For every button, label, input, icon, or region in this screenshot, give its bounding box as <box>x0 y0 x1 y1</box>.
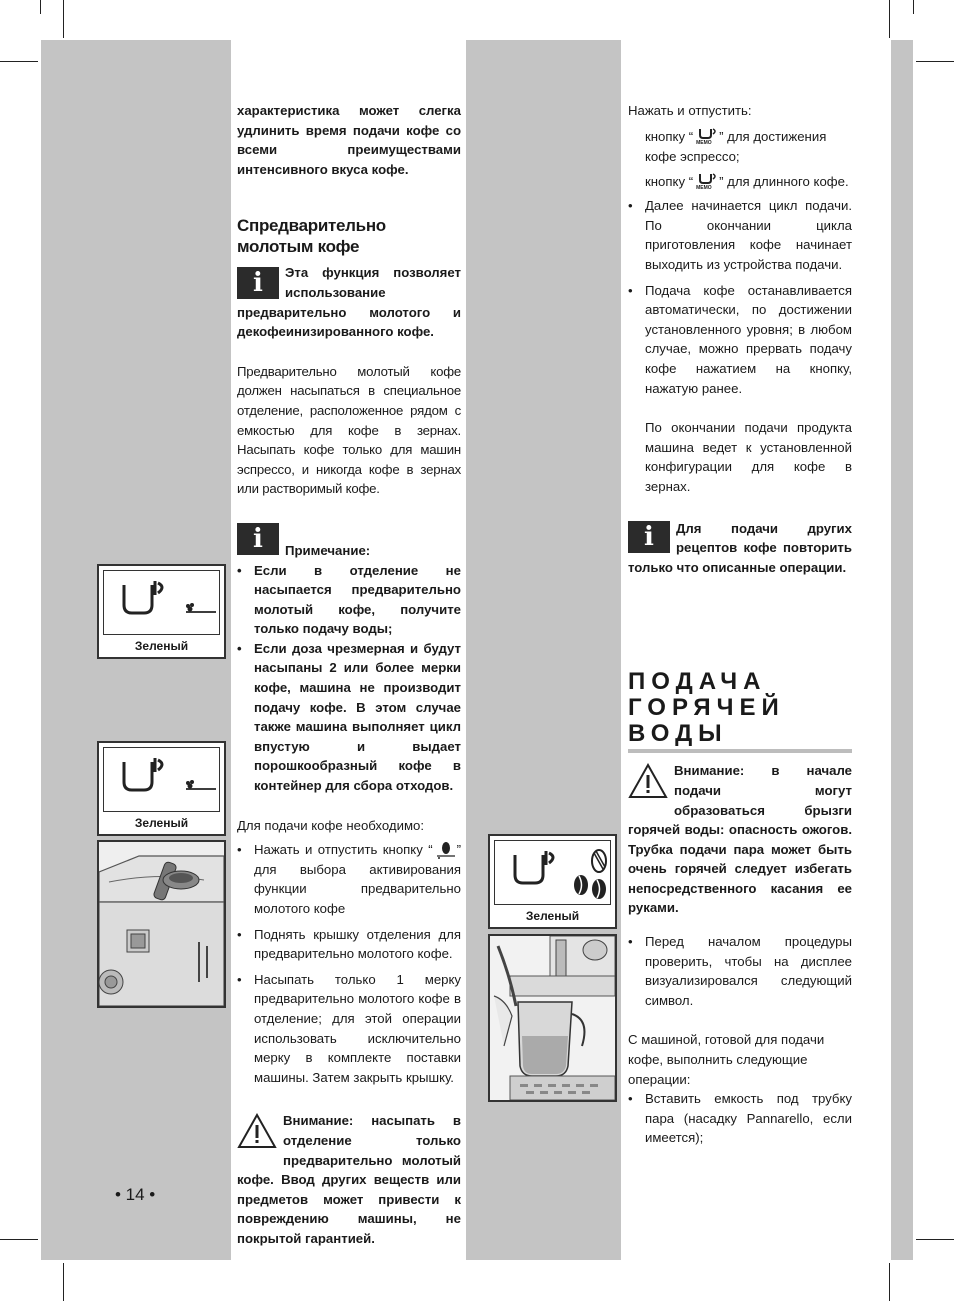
note-title: Примечание: <box>285 542 371 558</box>
note-list <box>237 561 461 796</box>
espresso-button-line <box>645 127 852 167</box>
list-item: • Насыпать только 1 мерку предварительно молотого кофе в отделение; для этой операции использовать исключительно мерку в комплекте поставки машины. Затем закрыть крышку. <box>237 970 461 1088</box>
list-item: • Перед началом процедуры проверить, чтобы на дисплее визуализировался следующий символ. <box>628 932 852 1010</box>
espresso-after: ” для достижения кофе эспрессо; <box>645 128 827 165</box>
display-label: Зеленый <box>134 816 189 830</box>
crop-mark <box>916 61 954 62</box>
crop-mark <box>889 1263 890 1301</box>
long-after: ” для длинного кофе. <box>719 173 849 189</box>
list-item: • Вставить емкость под трубку пара (насадку Pannarello, если имеется); <box>628 1089 852 1148</box>
warning-text: Внимание: насыпать в отделение только предварительно молотый кофе. Ввод других веществ или предметов может привести к повреждению машины, не покрытой гарантией. <box>237 1113 461 1246</box>
cup-icon <box>509 851 559 891</box>
list-item: • Подача кофе останавливается автоматически, по достижении установленного уровня; в любом случае, можно прервать подачу кофе нажатием на кнопку, нажатую ранее. <box>628 281 852 399</box>
section-heading-ground-coffee: Спредварительно молотым кофе <box>237 216 386 257</box>
machine-drawing <box>99 842 224 1006</box>
check-list <box>628 932 852 1010</box>
after-text: По окончании подачи продукта машина ведет к установленной конфигурации для кофе в зернах. <box>645 420 852 494</box>
cup-icon <box>118 758 168 798</box>
ground-coffee-icon <box>433 842 457 860</box>
crop-mark <box>0 61 38 62</box>
hot-water-illustration <box>488 934 617 1102</box>
crop-mark <box>913 0 914 14</box>
hot-water-steps <box>628 1089 852 1148</box>
display-panel <box>97 564 226 659</box>
step1-before: Нажать и отпустить кнопку “ <box>254 842 433 858</box>
right-margin-band <box>891 40 913 1260</box>
display-panel <box>488 834 617 929</box>
long-before: кнопку “ <box>645 173 694 189</box>
display-label: Зеленый <box>134 639 189 653</box>
hot-water-title: ПОДАЧА ГОРЯЧЕЙ ВОДЫ <box>628 668 785 748</box>
info-icon: i <box>237 267 279 299</box>
warning-icon <box>237 1113 277 1149</box>
left-text-column <box>237 101 461 1249</box>
info-repeat-text: Для подачи других рецептов кофе повторить только что описанные операции. <box>628 520 852 575</box>
list-item: • Далее начинается цикл подачи. По окончании цикла приготовления кофе начинает выходить из устройства подачи. <box>628 196 852 274</box>
crop-mark <box>40 0 41 14</box>
info-text: Эта функция позволяет использование предварительно молотого и декофеинизированного кофе. <box>237 265 461 340</box>
crop-mark <box>889 0 890 38</box>
cycle-list <box>628 196 852 398</box>
right-text-column <box>628 101 852 1148</box>
crop-mark <box>63 1263 64 1301</box>
crop-mark <box>0 1239 38 1240</box>
intro-text: характеристика может слегка удлинить время подачи кофе со всеми преимуществами интенсивного вкуса кофе. <box>237 103 461 177</box>
hot-water-drawing <box>490 936 615 1100</box>
info-icon: i <box>237 523 279 555</box>
ready-text: С машиной, готовой для подачи кофе, выполнить следующие операции: <box>628 1032 825 1087</box>
ground-coffee-icon <box>184 779 218 793</box>
memo-label: MEMO <box>696 185 712 192</box>
display-panel <box>97 741 226 836</box>
need-text: Для подачи кофе необходимо: <box>237 817 425 833</box>
step1-after: ” для выбора активирования функции предварительно молотого кофе <box>254 842 461 916</box>
list-item: • Если доза чрезмерная и будут насыпаны 2 или более мерки кофе, машина не производит подачу кофе. В этом случае также машина выполняет цикл впустую и выдает порошкообразный кофе в контейнер для сбора отходов. <box>237 639 461 796</box>
coffee-beans-icon <box>569 849 613 901</box>
cup-icon <box>118 581 168 621</box>
crop-mark <box>63 0 64 38</box>
list-item: • Если в отделение не насыпается предварительно молотый кофе, получите только подачу воды; <box>237 561 461 639</box>
machine-illustration <box>97 840 226 1008</box>
display-label: Зеленый <box>525 909 580 923</box>
title-rule <box>628 749 852 753</box>
espresso-before: кнопку “ <box>645 128 694 144</box>
ground-coffee-icon <box>184 602 218 616</box>
memo-button-icon <box>693 172 719 192</box>
page-number: • 14 • <box>115 1185 156 1204</box>
hot-water-warning: Внимание: в начале подачи могут образоваться брызги горячей воды: опасность ожогов. Трубка подачи пара может быть очень горячей следует избегать непосредственного касания ее руками. <box>628 763 852 916</box>
warning-icon <box>628 763 668 799</box>
crop-mark <box>916 1239 954 1240</box>
press-release-text: Нажать и отпустить: <box>628 103 752 118</box>
memo-label: MEMO <box>696 140 712 147</box>
ground-coffee-paragraph: Предварительно молотый кофе должен насыпаться в специальное отделение, расположенное рядом с емкостью для кофе в зернах. Насыпать кофе только для машин эспрессо, и никогда кофе в зернах или растворимый кофе. <box>237 363 461 497</box>
info-icon: i <box>628 521 670 553</box>
list-item <box>237 840 461 918</box>
list-item: • Поднять крышку отделения для предварительно молотого кофе. <box>237 925 461 964</box>
steps-list <box>237 840 461 1087</box>
memo-button-icon <box>693 127 719 147</box>
long-coffee-button-line <box>645 172 852 193</box>
